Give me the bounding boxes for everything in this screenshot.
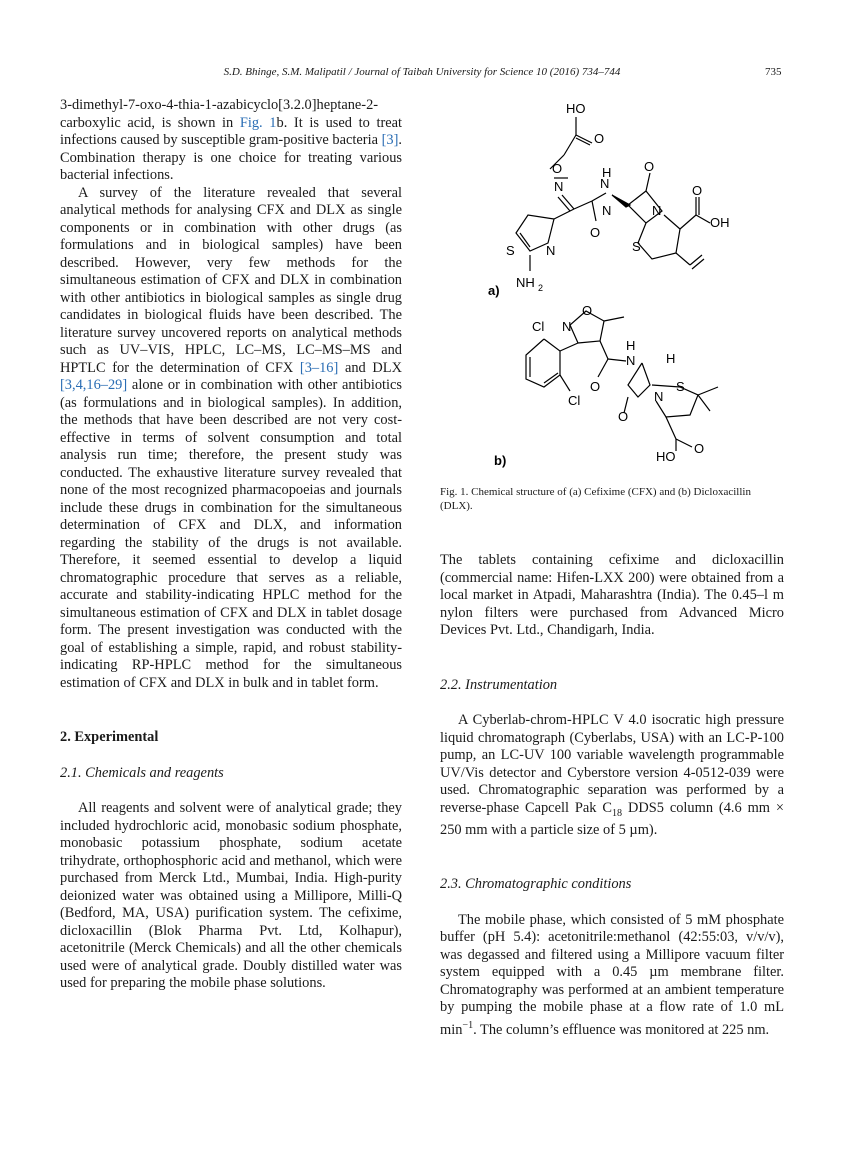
atom-label: S xyxy=(676,379,685,394)
reference-link[interactable]: [3–16] xyxy=(299,359,339,376)
atom-label: NH xyxy=(516,275,535,290)
atom-label: 2 xyxy=(538,283,544,293)
chemical-structures-figure xyxy=(470,95,790,475)
bond xyxy=(558,197,570,211)
bond xyxy=(562,195,574,209)
text-run: alone or in combination with other antibiotics (as formulations and in biological samples). In addition, the methods that have been described are not very cost-effective in terms of solvent consumption and total analysis run time; therefore, the present study was conducted. The exhaustive literature survey revealed that none of the most recognized pharmacopoeias and journals include these drugs in combination for the simultaneous determination of CFX and DLX, and information regarding the stability of the drugs is not available. Therefore, it seemed essential to develop a liquid chromatographic procedure that serves as a reliable, accurate and stability-indicating HPLC method for the simultaneous estimation of CFX and DLX in tablet dosage form. The present investigation was conducted with the goal of establishing a simple, rapid, and robust stability-indicating RP-HPLC method for the simultaneous estimation of CFX and DLX in bulk and in tablet form. xyxy=(60,377,402,691)
right-column xyxy=(440,552,784,1039)
bond xyxy=(646,173,650,191)
atom-label: O xyxy=(590,225,601,240)
subsection-heading: 2.3. Chromatographic conditions xyxy=(440,876,632,893)
atom-label: N xyxy=(600,176,610,191)
atom-label: H xyxy=(602,165,612,180)
subsection-heading: 2.2. Instrumentation xyxy=(440,676,558,693)
atom-label: O xyxy=(692,183,703,198)
atom-label: Cl xyxy=(568,393,581,408)
bond xyxy=(554,209,574,219)
figure-label-b: b) xyxy=(494,453,507,468)
left-column xyxy=(60,97,402,993)
atom-label: N xyxy=(562,319,572,334)
atom-label: O xyxy=(618,409,629,424)
bond xyxy=(598,359,608,377)
bond xyxy=(692,259,704,269)
atom-label: O xyxy=(552,161,563,176)
text-run: . Combination therapy is one choice for treating various bacterial infections. xyxy=(60,132,402,183)
text-run: A survey of the literature revealed that several analytical methods for analysing CFX and DLX as single components or in combination with other drugs (as formulations and in biological samples) have been described. However, very few methods for the simultaneous estimation of CFX and DLX in combination with other antibiotics in biological samples as single drug candidates in biological fluids have been described. The literature survey uncovered reports on analytical methods such as UV–VIS, HPLC, LC–MS, LC–MS–MS and HPTLC for the determination of CFX xyxy=(60,184,402,376)
atom-label: HO xyxy=(656,449,676,464)
wedge-bond xyxy=(612,195,630,207)
bond xyxy=(698,395,710,411)
text-run: A Cyberlab-chrom-HPLC V 4.0 isocratic high pressure liquid chromatograph (Cyberlabs, USA) with an LC-P-100 pump, an LC-UV 100 variable wavelength programmable UV/Vis detector and Cyberstore version 4-0512-039 were used. Chromatographic separation was performed by a reverse-phase Capcell Pak C xyxy=(440,712,784,816)
bond xyxy=(592,193,606,201)
bond xyxy=(666,417,676,439)
superscript: −1 xyxy=(462,1019,474,1031)
bond xyxy=(600,341,608,359)
bond xyxy=(592,201,596,221)
instrumentation-paragraph xyxy=(440,712,784,839)
text-run: b. It is used to treat infections caused by susceptible gram-positive bacteria xyxy=(60,114,403,148)
bond xyxy=(564,135,576,155)
cefixime-structure xyxy=(488,101,730,298)
tablets-paragraph: The tablets containing cefixime and dicloxacillin (commercial name: Hifen-LXX 200) were obtained from a local market in Atpadi, Maharashtra (India). The 0.45–l m nylon filters were purchased from Advanced Micro Devices Pvt. Ltd., Chandigarh, India. xyxy=(440,552,784,638)
text-run: DDS5 column (4.6 mm × 250 mm with a particle size of 5 µm). xyxy=(440,799,785,838)
bond xyxy=(560,375,570,391)
bond xyxy=(574,201,592,209)
atom-label: S xyxy=(506,243,515,258)
atom-label: S xyxy=(632,239,641,254)
chemicals-paragraph: All reagents and solvent were of analytical grade; they included hydrochloric acid, monobasic sodium phosphate, monobasic potassium phosphate, sodium acetate trihydrate, orthophosphoric acid and methanol, which were purchased from Merck Ltd., Mumbai, India. High-purity deionized water was obtained using a Millipore, Milli-Q (Bedford, MA, USA) purification system. The cefixime, dicloxacillin (Blok Pharma Pvt. Ltd, Kolhapur), acetonitrile (Merck Chemicals) and all the other chemicals used were of analytical grade. Doubly distilled water was used for preparing the mobile phase solutions. xyxy=(60,800,402,991)
bond xyxy=(696,215,710,223)
atom-label: N xyxy=(546,243,556,258)
atom-label: O xyxy=(644,159,655,174)
bond xyxy=(690,255,702,265)
bond xyxy=(698,387,718,395)
reference-link[interactable]: [3,4,16–29] xyxy=(60,377,128,393)
page-number: 735 xyxy=(765,66,782,78)
atom-label: H xyxy=(626,338,636,353)
atom-label: H xyxy=(666,351,676,366)
atom-label: O xyxy=(582,303,593,318)
atom-label: N xyxy=(626,353,636,368)
intro-paragraph-1 xyxy=(60,97,402,185)
atom-label: O xyxy=(694,441,705,456)
atom-label: N xyxy=(602,203,612,218)
bond xyxy=(676,439,692,447)
text-run: The mobile phase, which consisted of 5 mM phosphate buffer (pH 5.4): acetonitrile:methanol (42:55:03, v/v/v), was degassed and filtered using a Millipore vacuum filter system equipped with a 0.45 µm membrane filter. Chromatography was performed at an ambient temperature by pumping the mobile phase at a flow rate of 1.0 mL min xyxy=(440,911,784,1038)
section-heading: 2. Experimental xyxy=(60,729,159,745)
bond xyxy=(608,359,626,361)
figure-caption: Fig. 1. Chemical structure of (a) Cefixime (CFX) and (b) Dicloxacillin (DLX). xyxy=(440,486,751,512)
atom-label: Cl xyxy=(532,319,545,334)
atom-label: O xyxy=(590,379,601,394)
bond xyxy=(560,343,578,351)
atom-label: OH xyxy=(710,215,730,230)
atom-label: N xyxy=(654,389,664,404)
atom-label: HO xyxy=(566,101,586,116)
text-run: . The column’s effluence was monitored at 225 nm. xyxy=(473,1021,770,1038)
subscript: 18 xyxy=(611,807,623,819)
text-run: 3-dimethyl-7-oxo-4-thia-1-azabicyclo[3.2.0]heptane-2-carboxylic acid, is shown in xyxy=(60,97,379,131)
chromatographic-paragraph xyxy=(440,912,784,1039)
intro-paragraph-2 xyxy=(60,185,402,693)
figure-label-a: a) xyxy=(488,283,500,298)
reference-link[interactable]: [3] xyxy=(381,132,399,148)
atom-label: N xyxy=(554,179,564,194)
subsection-heading: 2.1. Chemicals and reagents xyxy=(60,764,224,781)
running-head: S.D. Bhinge, S.M. Malipatil / Journal of Taibah University for Science 10 (2016) 734–744 xyxy=(223,66,621,78)
benzene-ring xyxy=(526,339,560,387)
beta-lactam-ring xyxy=(628,363,650,397)
figure-link[interactable]: Fig. 1 xyxy=(239,114,277,131)
atom-label: N xyxy=(652,203,662,218)
text-run: and DLX xyxy=(338,359,402,376)
bond xyxy=(604,317,624,321)
bond xyxy=(676,253,690,265)
bond xyxy=(680,215,696,229)
dicloxacillin-structure xyxy=(494,303,718,468)
atom-label: O xyxy=(594,131,605,146)
